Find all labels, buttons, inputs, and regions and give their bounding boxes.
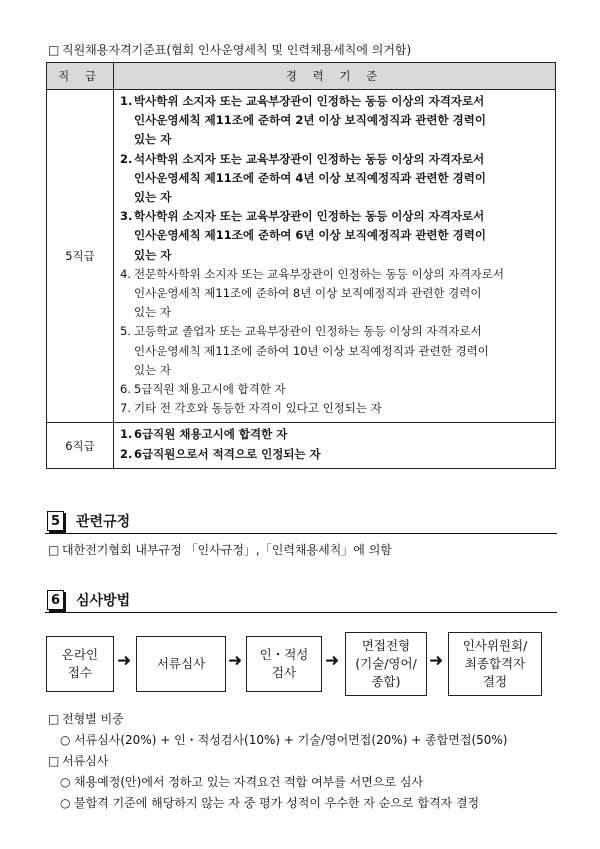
weights-heading: [48, 710, 124, 727]
item-number: 4.: [120, 266, 131, 281]
section-title: 심사방법: [76, 593, 131, 609]
item-text: [134, 425, 287, 444]
item-number: 1.: [120, 94, 133, 108]
item-number: 2.: [120, 446, 133, 461]
criteria-cell: [114, 90, 556, 423]
flow-step-label: 결정: [482, 674, 508, 689]
flow-step: [136, 636, 226, 692]
criteria-item: [120, 322, 549, 380]
document-review-title: 서류심사: [62, 754, 109, 768]
flow-step-label: (기술/영어/: [355, 656, 417, 671]
arrow-right-icon: ➜: [117, 651, 132, 671]
item-text-line: 있는 자: [134, 247, 172, 262]
flow-step-label: 온라인: [61, 647, 99, 662]
circle-bullet-icon: ○: [60, 775, 71, 789]
item-text-line: 인사운영세칙 제11조에 준하여 10년 이상 보직예정직과 관련한 경력이: [134, 343, 489, 358]
item-number: 3.: [120, 209, 133, 224]
related-regulations-line: [48, 541, 392, 558]
criteria-item: [120, 380, 549, 399]
document-review-text: 채용예정(안)에서 정하고 있는 자격요건 적합 여부를 서면으로 심사: [74, 775, 424, 789]
flow-step-label: 면접전형: [361, 638, 411, 653]
document-review-item: [60, 794, 479, 811]
flow-step: [246, 636, 322, 692]
flow-step: [46, 636, 114, 692]
weights-detail: [60, 731, 507, 748]
item-text-line: 있는 자: [134, 305, 171, 320]
grade-header: 직 급: [47, 63, 114, 90]
criteria-item: [120, 150, 549, 208]
item-text-line: 인사운영세칙 제11조에 준하여 4년 이상 보직예정직과 관련한 경력이: [134, 170, 486, 185]
item-text: [134, 265, 504, 323]
related-regulations-text: 대한전기협회 내부규정 「인사규정」,「인력채용세칙」에 의함: [62, 543, 392, 557]
document-review-text: 불합격 기준에 해당하지 않는 자 중 평가 성적이 우수한 자 순으로 합격자 결정: [74, 796, 480, 810]
criteria-cell: [114, 423, 556, 468]
flow-step-label: 최종합격자: [464, 656, 526, 671]
criteria-header: 경 력 기 준: [114, 63, 556, 90]
criteria-item: [120, 425, 549, 444]
square-bullet-icon: □: [48, 754, 60, 768]
flow-step-label: 인사위원회/: [462, 638, 528, 653]
item-text-line: 5급직원 채용고시에 합격한 자: [134, 382, 286, 397]
criteria-item: [120, 399, 549, 418]
item-text-line: 있는 자: [134, 132, 172, 147]
item-text-line: 박사학위 소지자 또는 교육부장관이 인정하는 동등 이상의 자격자로서: [134, 94, 485, 108]
item-number: 5.: [120, 324, 131, 339]
item-number: 7.: [120, 401, 131, 416]
item-text-line: 인사운영세칙 제11조에 준하여 8년 이상 보직예정직과 관련한 경력이: [134, 286, 482, 301]
criteria-item: [120, 207, 549, 265]
intro-text: 직원채용자격기준표(협회 인사운영세칙 및 인력채용세칙에 의거함): [62, 43, 412, 57]
item-text: [134, 445, 321, 464]
flow-step-label: 서류심사: [156, 656, 206, 671]
document-review-heading: [48, 752, 108, 769]
item-text: [134, 92, 486, 150]
criteria-item: [120, 445, 549, 464]
square-bullet-icon: □: [48, 712, 60, 726]
item-number: 1.: [120, 427, 133, 442]
item-text-line: 6급직원 채용고시에 합격한 자: [134, 427, 288, 442]
item-text-line: 인사운영세칙 제11조에 준하여 2년 이상 보직예정직과 관련한 경력이: [134, 113, 486, 128]
section-number-badge: 5: [47, 511, 64, 531]
flow-step-label: 접수: [67, 665, 93, 680]
section-divider: [45, 612, 557, 613]
flow-step-label: 검사: [271, 665, 297, 680]
criteria-item: [120, 265, 549, 323]
flow-step: [345, 632, 427, 696]
item-text: [134, 399, 382, 418]
criteria-item: [120, 92, 549, 150]
item-text: [134, 150, 486, 208]
table-row: [47, 90, 556, 423]
section-title: 관련규정: [76, 514, 131, 530]
table-header-row: [47, 63, 556, 90]
weights-text: 서류심사(20%) + 인・적성검사(10%) + 기술/영어면접(20%) + 종합면접(50%): [74, 733, 508, 747]
table-row: [47, 423, 556, 468]
item-text-line: 고등학교 졸업자 또는 교육부장관이 인정하는 동등 이상의 자격자로서: [134, 324, 482, 339]
arrow-right-icon: ➜: [429, 651, 444, 671]
item-text: [134, 322, 489, 380]
section-number-badge: 6: [47, 590, 64, 610]
intro-line: [48, 41, 411, 58]
flow-step: [448, 632, 542, 696]
grade-cell: 5직급: [47, 90, 114, 423]
item-text-line: 있는 자: [134, 362, 171, 377]
circle-bullet-icon: ○: [60, 796, 71, 810]
item-number: 2.: [120, 151, 133, 166]
item-text: [134, 207, 486, 265]
item-text-line: 석사학위 소지자 또는 교육부장관이 인정하는 동등 이상의 자격자로서: [134, 151, 485, 166]
item-text-line: 기타 전 각호와 동등한 자격이 있다고 인정되는 자: [134, 401, 382, 416]
grade-cell: 6직급: [47, 423, 114, 468]
section-5-heading: [47, 511, 130, 531]
item-number: 6.: [120, 382, 131, 397]
qualification-table: [46, 62, 556, 469]
flow-step-label: 종합): [371, 674, 401, 689]
circle-bullet-icon: ○: [60, 733, 71, 747]
section-6-heading: [47, 590, 130, 610]
item-text-line: 인사운영세칙 제11조에 준하여 6년 이상 보직예정직과 관련한 경력이: [134, 228, 486, 243]
weights-title: 전형별 비중: [62, 712, 124, 726]
item-text: [134, 380, 286, 399]
flow-step-label: 인・적성: [259, 647, 309, 662]
item-text-line: 학사학위 소지자 또는 교육부장관이 인정하는 동등 이상의 자격자로서: [134, 209, 485, 224]
section-divider: [45, 533, 557, 534]
square-bullet-icon: □: [48, 543, 60, 557]
document-review-item: [60, 773, 423, 790]
item-text-line: 6급직원으로서 적격으로 인정되는 자: [134, 446, 321, 461]
item-text-line: 있는 자: [134, 190, 172, 205]
arrow-right-icon: ➜: [325, 651, 340, 671]
item-text-line: 전문학사학위 소지자 또는 교육부장관이 인정하는 동등 이상의 자격자로서: [134, 266, 504, 281]
arrow-right-icon: ➜: [228, 651, 243, 671]
square-bullet-icon: □: [48, 43, 60, 57]
